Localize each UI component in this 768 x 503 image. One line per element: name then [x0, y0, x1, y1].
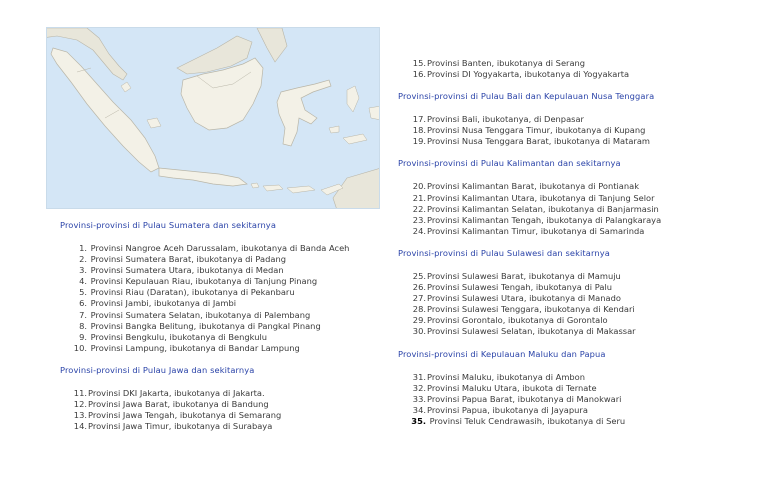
- section-heading-kalimantan: Provinsi-provinsi di Pulau Kalimantan dan sekitarnya: [398, 158, 621, 169]
- item-number: 31.: [412, 371, 426, 382]
- left-column: [60, 220, 390, 432]
- list-item: [398, 181, 738, 192]
- list-bali-nusa-tenggara: [398, 114, 738, 147]
- item-text: Provinsi Kepulauan Riau, ibukotanya di Tanjung Pinang: [90, 276, 318, 287]
- list-item: [398, 315, 738, 326]
- indonesia-map-graphic: [47, 28, 380, 209]
- item-text: Provinsi Papua, ibukotanya di Jayapura: [427, 404, 588, 415]
- item-number: 19.: [412, 136, 426, 147]
- item-number: 27.: [412, 293, 426, 304]
- list-item: [398, 58, 738, 69]
- list-item: [60, 410, 390, 421]
- item-text: Provinsi Sulawesi Utara, ibukotanya di Manado: [427, 293, 621, 304]
- item-text: Provinsi Sumatera Selatan, ibukotanya di Palembang: [90, 309, 311, 320]
- item-number: 17.: [412, 114, 426, 125]
- item-number: 22.: [412, 203, 426, 214]
- item-text: Provinsi Maluku, ibukotanya di Ambon: [427, 371, 586, 382]
- item-text: Provinsi Nusa Tenggara Barat, ibukotanya di Mataram: [427, 136, 650, 147]
- list-jawa: [60, 388, 390, 432]
- item-text: Provinsi Kalimantan Tengah, ibukotanya di Palangkaraya: [427, 214, 662, 225]
- item-text: Provinsi Jawa Timur, ibukotanya di Surabaya: [88, 421, 273, 432]
- list-item: [398, 136, 738, 147]
- item-number: 21.: [412, 192, 426, 203]
- item-text: Provinsi Jawa Barat, ibukotanya di Bandung: [88, 399, 269, 410]
- item-number: 18.: [412, 125, 426, 136]
- item-number: 15.: [412, 58, 426, 68]
- section-heading-maluku-papua: Provinsi-provinsi di Kepulauan Maluku dan Papua: [398, 348, 606, 359]
- item-text: Provinsi Bengkulu, ibukotanya di Bengkulu: [90, 331, 268, 342]
- item-text: Provinsi Sulawesi Tengah, ibukotanya di Palu: [427, 282, 613, 293]
- item-text: Provinsi Sumatera Barat, ibukotanya di Padang: [90, 254, 286, 265]
- item-text: Provinsi Sulawesi Barat, ibukotanya di Mamuju: [427, 270, 621, 281]
- item-text: Provinsi Lampung, ibukotanya di Bandar Lampung: [90, 342, 300, 353]
- item-number: 4.: [79, 276, 87, 287]
- item-text: Provinsi Kalimantan Selatan, ibukotanya di Banjarmasin: [427, 203, 659, 214]
- item-number: 26.: [412, 282, 426, 293]
- list-item: [398, 193, 738, 204]
- list-item: [60, 276, 390, 287]
- item-text: Provinsi Sulawesi Tenggara, ibukotanya di Kendari: [427, 304, 635, 315]
- item-number: 1.: [79, 243, 87, 253]
- item-text: Provinsi Sulawesi Selatan, ibukotanya di Makassar: [427, 326, 636, 337]
- list-item: [60, 421, 390, 432]
- item-text: Provinsi Kalimantan Timur, ibukotanya di Samarinda: [427, 225, 645, 236]
- item-number: 33.: [412, 393, 426, 404]
- item-number: 2.: [79, 254, 87, 265]
- list-kalimantan: [398, 181, 738, 236]
- list-item: [60, 399, 390, 410]
- item-text: Provinsi Jambi, ibukotanya di Jambi: [90, 298, 237, 309]
- item-number: 32.: [412, 382, 426, 393]
- list-item: [60, 254, 390, 265]
- list-item: [398, 304, 738, 315]
- list-item: [60, 287, 390, 298]
- section-heading-bali-nusa-tenggara: Provinsi-provinsi di Pulau Bali dan Kepulauan Nusa Tenggara: [398, 91, 655, 102]
- item-number: 7.: [79, 309, 87, 320]
- list-item: [398, 114, 738, 125]
- list-item: [398, 282, 738, 293]
- item-text: Provinsi Maluku Utara, ibukota di Ternate: [427, 382, 597, 393]
- item-number: 14.: [73, 421, 87, 432]
- item-number: 10.: [73, 342, 87, 353]
- item-number: 20.: [412, 181, 426, 192]
- item-text: Provinsi Bali, ibukotanya, di Denpasar: [427, 114, 584, 125]
- list-item: [60, 343, 390, 354]
- list-item: [398, 293, 738, 304]
- list-sulawesi: [398, 271, 738, 338]
- list-item: [398, 271, 738, 282]
- list-item: [60, 298, 390, 309]
- item-number: 8.: [79, 320, 87, 331]
- list-item: [60, 243, 390, 254]
- item-text: Provinsi DI Yogyakarta, ibukotanya di Yogyakarta: [427, 69, 630, 80]
- item-text: Provinsi Jawa Tengah, ibukotanya di Semarang: [88, 410, 282, 421]
- list-sumatera: [60, 243, 390, 354]
- list-jawa-continued: [398, 58, 738, 80]
- list-item: [60, 388, 390, 399]
- item-number: 34.: [412, 404, 426, 415]
- section-heading-sulawesi: Provinsi-provinsi di Pulau Sulawesi dan sekitarnya: [398, 247, 610, 258]
- item-text: Provinsi Bangka Belitung, ibukotanya di Pangkal Pinang: [90, 320, 321, 331]
- list-item: [60, 265, 390, 276]
- section-heading-sumatera: Provinsi-provinsi di Pulau Sumatera dan sekitarnya: [60, 220, 276, 230]
- list-item: [398, 326, 738, 337]
- item-number: 16.: [412, 69, 426, 80]
- list-item: [398, 405, 738, 416]
- item-number: 11.: [73, 387, 87, 398]
- item-number: 6.: [79, 298, 87, 309]
- list-item: [398, 226, 738, 237]
- item-text: Provinsi Teluk Cendrawasih, ibukotanya di Seru: [429, 415, 626, 426]
- item-text: Provinsi DKI Jakarta, ibukotanya di Jakarta.: [88, 387, 265, 398]
- list-item: [398, 69, 738, 80]
- list-item: [398, 383, 738, 394]
- item-text: Provinsi Papua Barat, ibukotanya di Manokwari: [427, 393, 622, 404]
- item-text: Provinsi Nusa Tenggara Timur, ibukotanya di Kupang: [427, 125, 646, 136]
- item-text: Provinsi Riau (Daratan), ibukotanya di Pekanbaru: [90, 287, 295, 298]
- item-number: 24.: [412, 225, 426, 236]
- list-item: [398, 125, 738, 136]
- list-item: [398, 372, 738, 383]
- list-item: [60, 321, 390, 332]
- item-text: Provinsi Sumatera Utara, ibukotanya di Medan: [90, 265, 284, 276]
- right-column: [398, 58, 738, 427]
- item-number: 5.: [79, 287, 87, 298]
- item-text: Provinsi Gorontalo, ibukotanya di Gorontalo: [427, 315, 608, 326]
- item-number: 29.: [412, 315, 426, 326]
- list-item: [60, 332, 390, 343]
- list-item: [398, 394, 738, 405]
- item-number: 12.: [73, 399, 87, 410]
- item-number: 23.: [412, 214, 426, 225]
- item-number: 25.: [412, 270, 426, 281]
- item-text: Provinsi Kalimantan Barat, ibukotanya di Pontianak: [427, 181, 640, 192]
- list-item: [398, 215, 738, 226]
- item-number: 13.: [73, 410, 87, 421]
- item-number: 30.: [412, 326, 426, 337]
- item-number: 3.: [79, 265, 87, 276]
- list-item: [60, 310, 390, 321]
- item-text: Provinsi Kalimantan Utara, ibukotanya di Tanjung Selor: [427, 192, 655, 203]
- item-number: 35.: [411, 415, 426, 426]
- item-text: Provinsi Banten, ibukotanya di Serang: [427, 58, 586, 68]
- list-maluku-papua: [398, 372, 738, 427]
- section-heading-jawa: Provinsi-provinsi di Pulau Jawa dan sekitarnya: [60, 364, 255, 375]
- indonesia-map: [46, 27, 380, 209]
- item-number: 28.: [412, 304, 426, 315]
- list-item: [398, 204, 738, 215]
- item-number: 9.: [79, 331, 87, 342]
- list-item: [398, 416, 738, 427]
- item-text: Provinsi Nangroe Aceh Darussalam, ibukotanya di Banda Aceh: [90, 243, 350, 253]
